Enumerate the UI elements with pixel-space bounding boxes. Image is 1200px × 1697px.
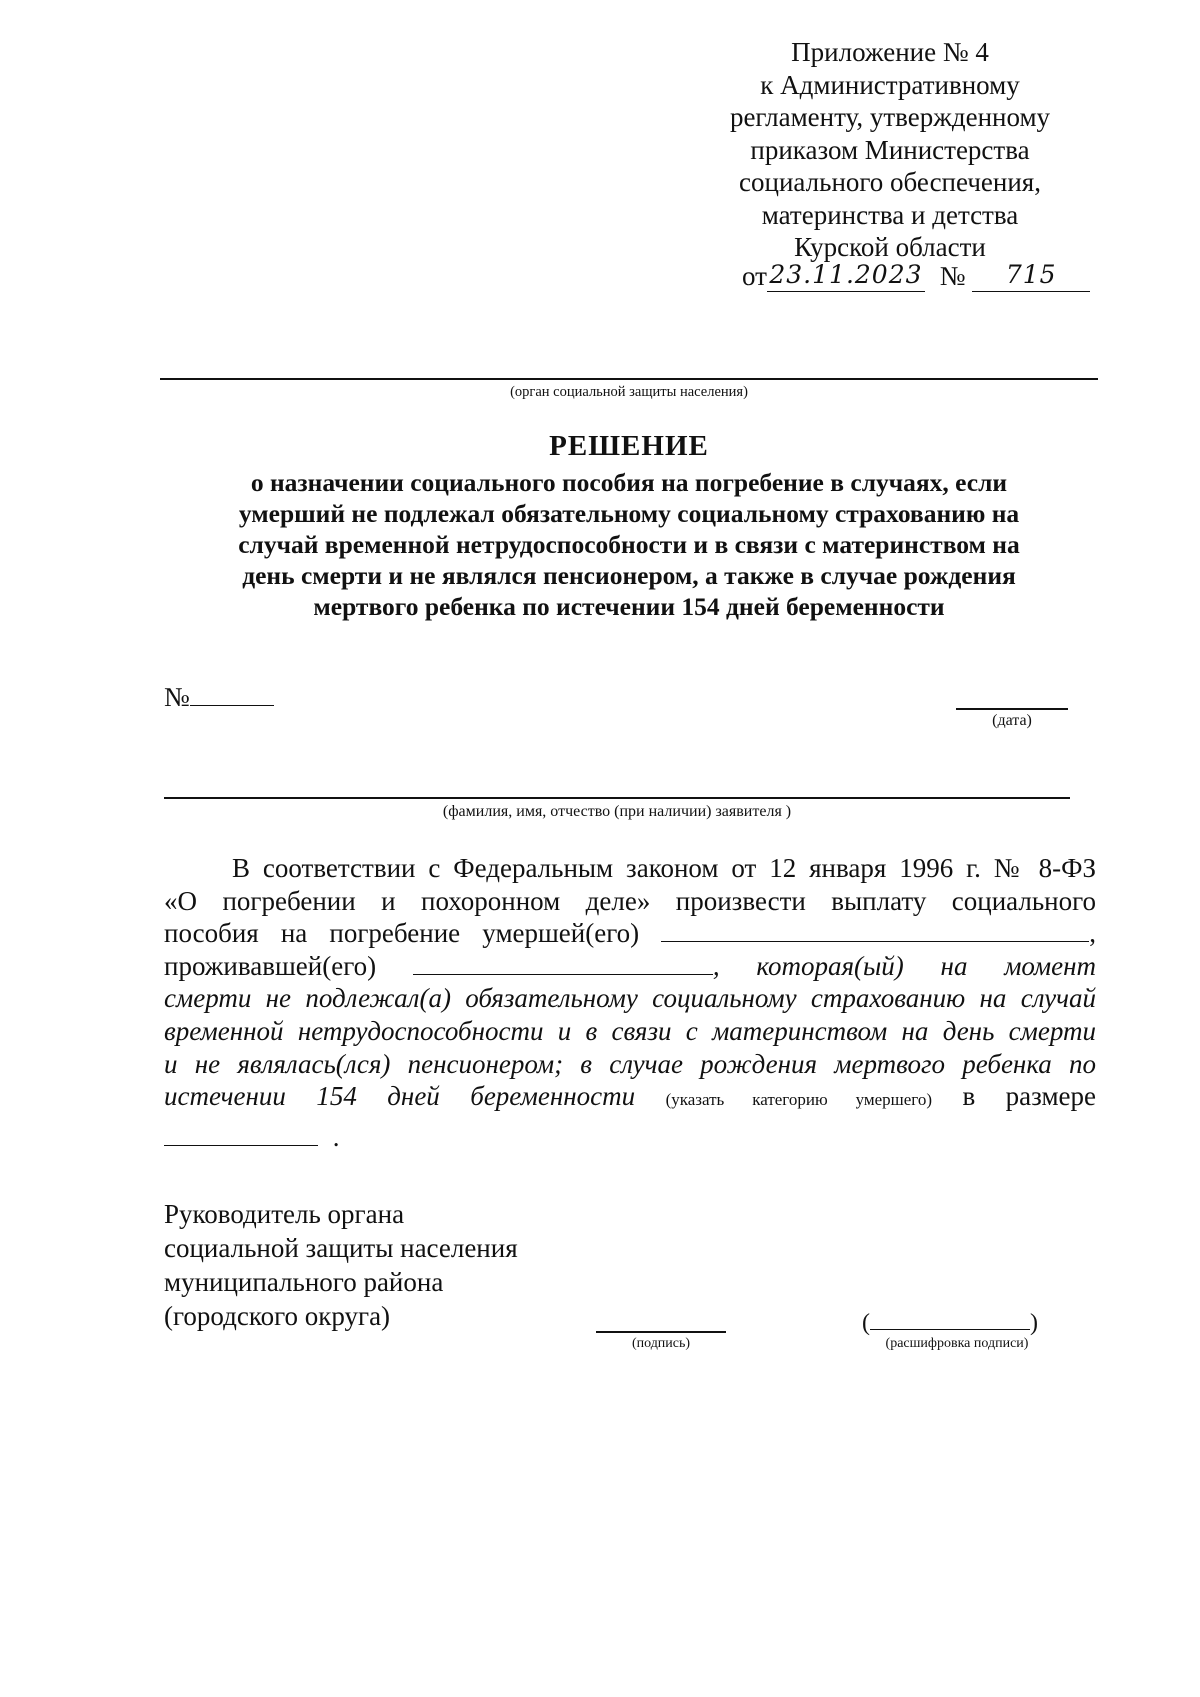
body-line: «О погребении и похоронном деле» произвести выплату социального <box>164 885 1096 916</box>
body-line: В соответствии с Федеральным законом от 12 января 1996 г. № 8-ФЗ <box>232 853 1096 883</box>
decoding-close-paren: ) <box>1030 1310 1038 1336</box>
organ-caption: (орган социальной защиты населения) <box>510 384 748 400</box>
order-number-value: 715 <box>972 261 1090 292</box>
document-title: РЕШЕНИЕ <box>549 430 709 462</box>
signature-line <box>596 1331 726 1333</box>
signer-line: социальной защиты населения <box>164 1233 518 1263</box>
signature-decoding-field <box>862 1309 1052 1337</box>
body-italic-text: истечении 154 дней беременности <box>164 1081 636 1112</box>
appendix-line: приказом Министерства <box>750 134 1030 165</box>
body-italic-text: и не являлась(лся) пенсионером; в случае рождения мертвого ребенка по <box>164 1048 1096 1079</box>
decoding-blank <box>870 1309 1030 1330</box>
appendix-line: регламенту, утвержденному <box>729 102 1051 132</box>
body-line <box>164 950 1096 983</box>
body-text: пособия на погребение умершей(его) <box>164 918 640 949</box>
appendix-line: Курской области <box>794 232 986 262</box>
body-line <box>164 1117 1096 1154</box>
decision-body <box>164 852 1096 1153</box>
subtitle-line: умерший не подлежал обязательному социальному страхованию на <box>238 499 1020 528</box>
applicant-line <box>164 797 1070 799</box>
body-italic-text: , которая(ый) на момент <box>712 950 1097 981</box>
applicant-caption: (фамилия, имя, отчество (при наличии) заявителя ) <box>442 803 792 820</box>
subtitle-line: о назначении социального пособия на погребение в случаях, если <box>250 468 1008 497</box>
subtitle-line: день смерти и не являлся пенсионером, а также в случае рождения <box>242 561 1016 590</box>
body-line <box>164 917 1096 950</box>
category-note: (указать категорию умершего) <box>665 1090 933 1110</box>
signer-title <box>164 1197 584 1333</box>
body-text: , <box>1089 918 1096 949</box>
body-line <box>164 982 1096 1015</box>
order-date-value: 23.11.2023 <box>767 261 925 292</box>
decision-number-blank <box>190 683 274 706</box>
deceased-name-blank <box>661 917 1089 942</box>
subtitle-line: мертвого ребенка по истечении 154 дней беременности <box>313 592 945 621</box>
residence-blank <box>413 950 713 975</box>
order-number-prefix: № <box>939 261 966 291</box>
appendix-line: социального обеспечения, <box>739 167 1041 197</box>
appendix-line: к Административному <box>760 69 1020 100</box>
signature-caption: (подпись) <box>631 1336 691 1351</box>
decision-number-field <box>164 682 274 713</box>
body-italic-text: временной нетрудоспособности и в связи с материнством на день смерти <box>164 1015 1096 1046</box>
body-text: в размере <box>962 1081 1096 1112</box>
signer-line: Руководитель органа <box>164 1199 405 1229</box>
subtitle-line: случай временной нетрудоспособности и в связи с материнством на <box>238 530 1020 559</box>
body-line <box>164 1080 1096 1117</box>
body-text: проживавшей(его) <box>164 950 377 981</box>
order-date-prefix: от <box>742 261 767 291</box>
organ-line <box>160 378 1098 380</box>
order-date-number-line <box>742 261 1082 297</box>
signer-line: муниципального района <box>164 1267 444 1297</box>
date-line <box>956 708 1068 710</box>
document-subtitle <box>160 467 1098 622</box>
decision-number-label: № <box>164 682 190 712</box>
body-text: . <box>332 1121 340 1152</box>
appendix-line: Приложение № 4 <box>791 37 989 67</box>
body-line <box>164 1048 1096 1081</box>
appendix-header <box>700 36 1080 264</box>
decoding-open-paren: ( <box>862 1310 870 1336</box>
appendix-line: материнства и детства <box>761 199 1019 230</box>
body-italic-text: смерти не подлежал(а) обязательному социальному страхованию на случай <box>164 983 1096 1014</box>
amount-blank <box>164 1121 318 1146</box>
body-line <box>164 1015 1096 1048</box>
date-caption: (дата) <box>992 712 1032 729</box>
signer-line: (городского округа) <box>164 1301 391 1331</box>
decoding-caption: (расшифровка подписи) <box>885 1336 1029 1351</box>
